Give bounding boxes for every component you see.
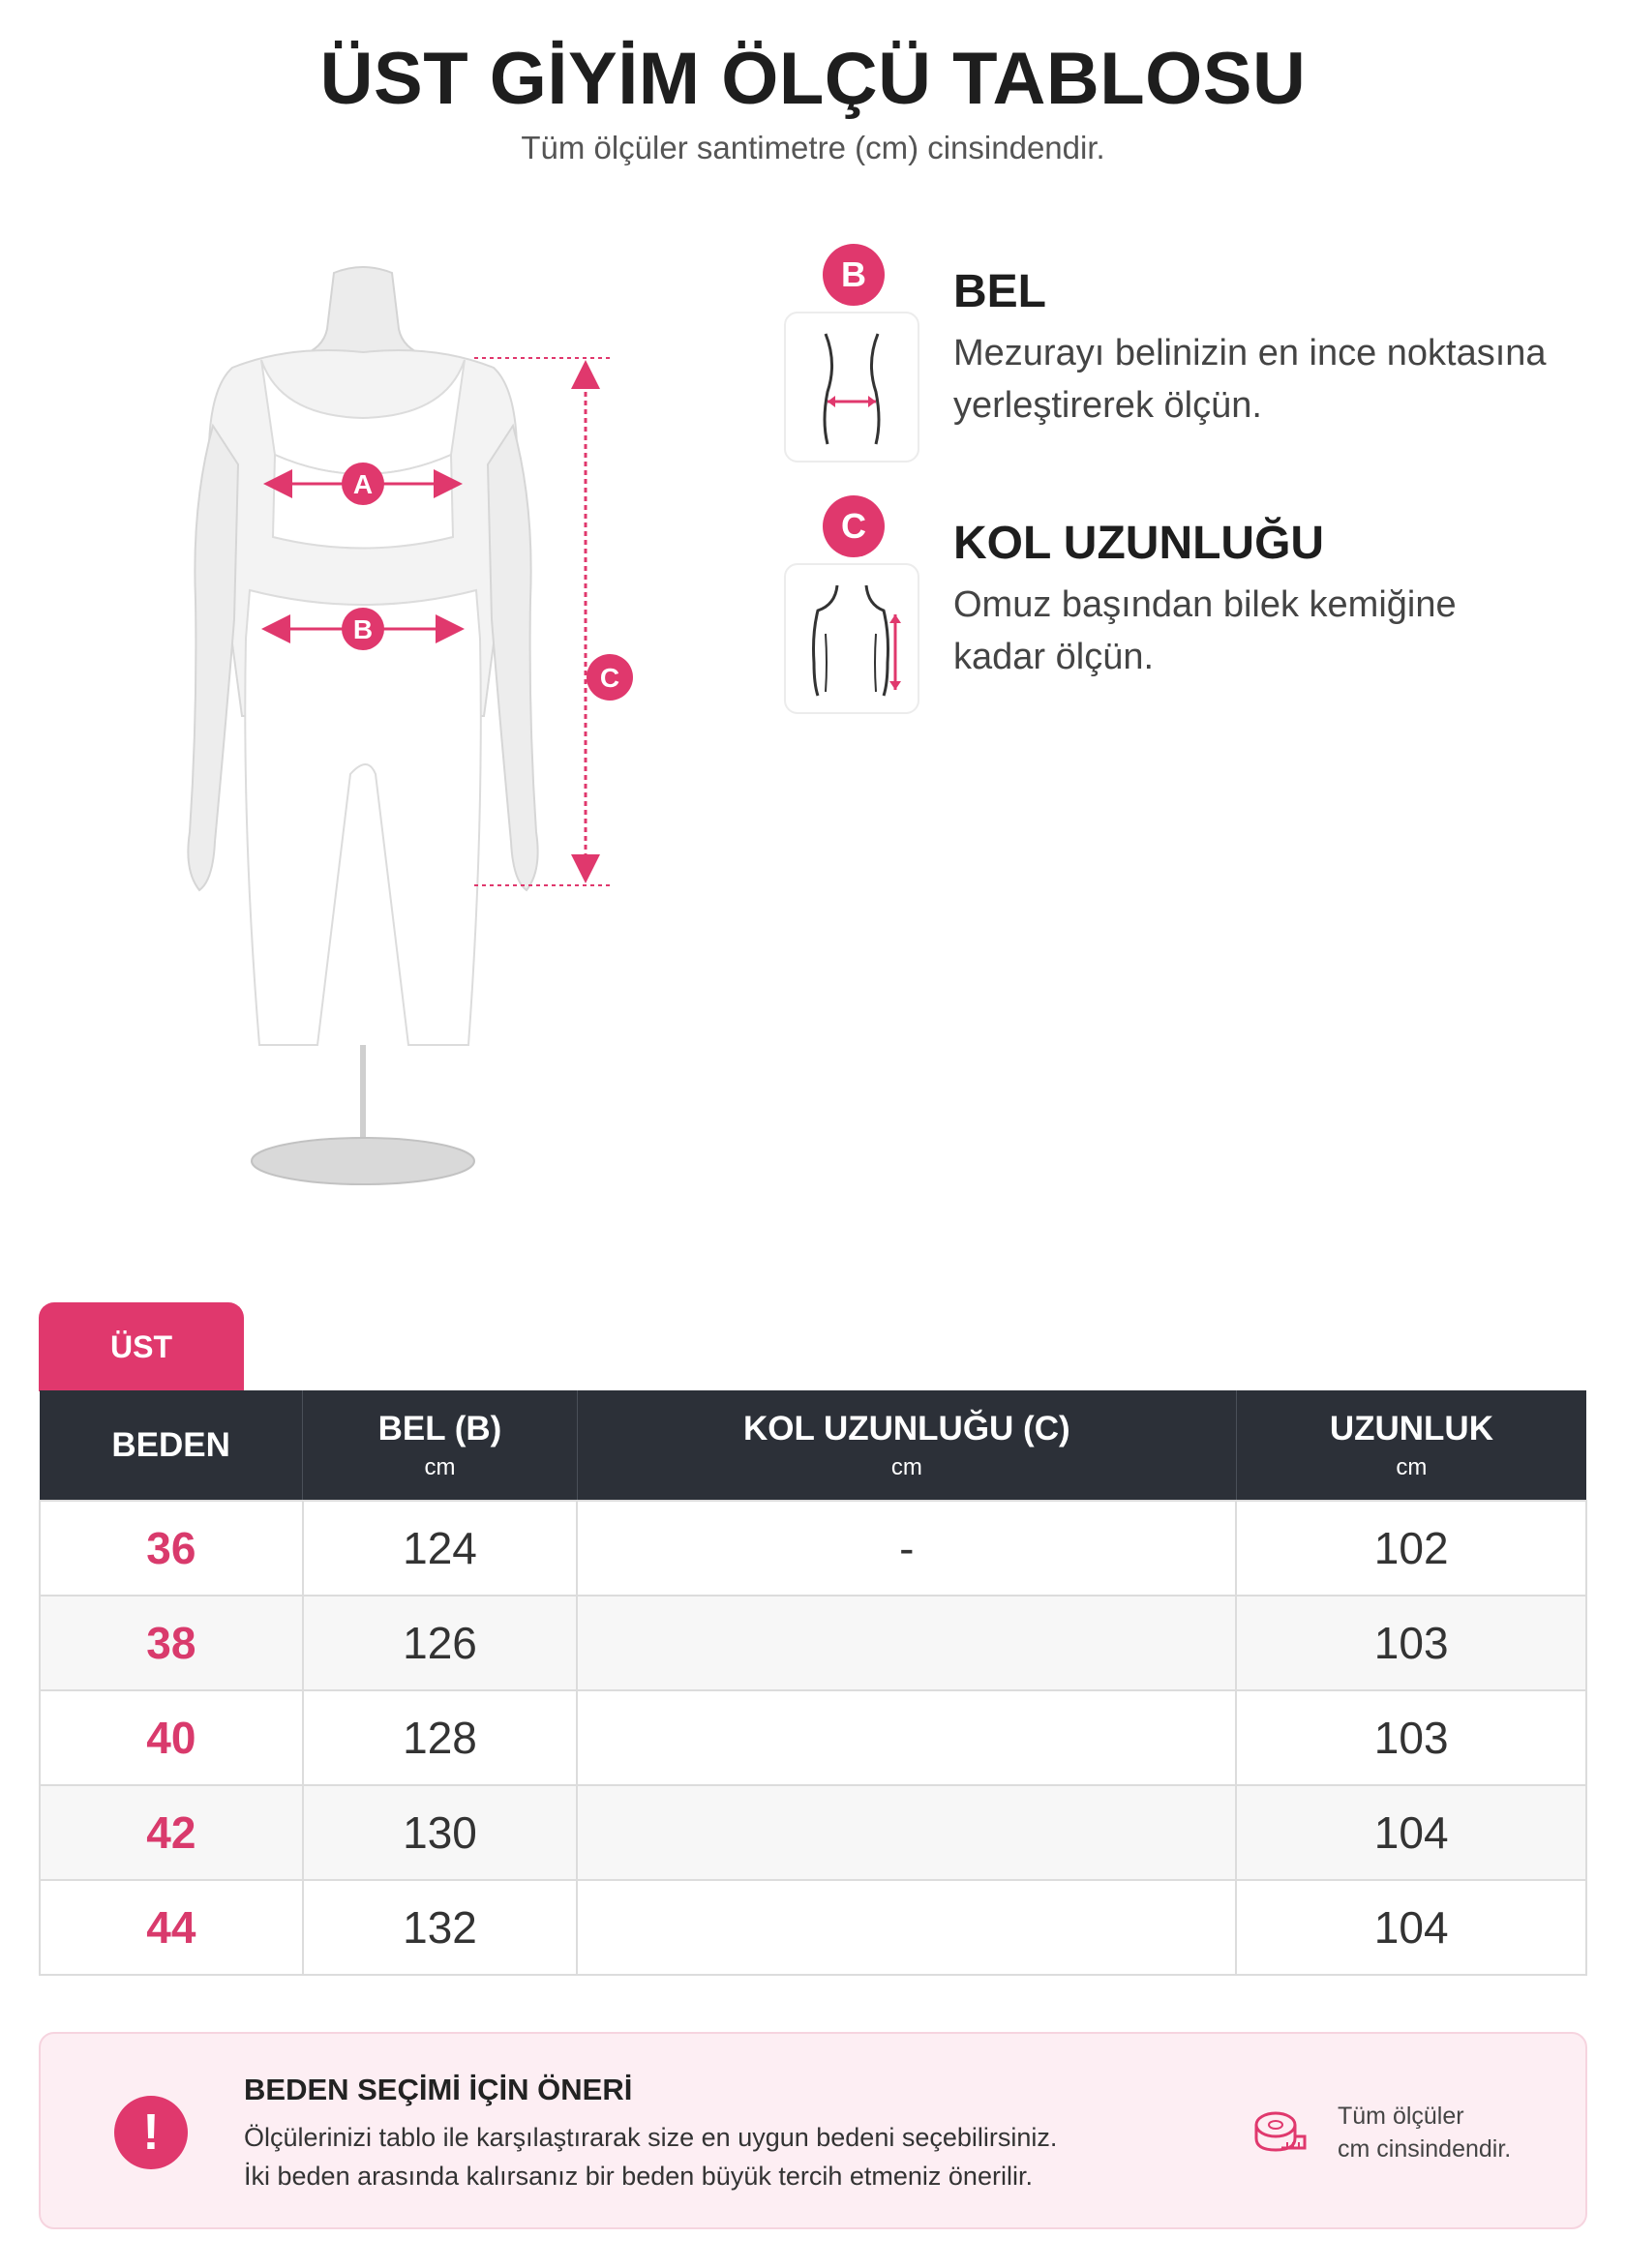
arm-length-icon (784, 563, 919, 714)
desc-line: yerleştirerek ölçün. (953, 385, 1262, 426)
marker-c: C (599, 663, 620, 693)
recommendation-title: BEDEN SEÇİMİ İÇİN ÖNERİ (244, 2073, 633, 2106)
size-cell: 40 (40, 1690, 303, 1785)
measurement-label-arm: KOL UZUNLUĞU (953, 518, 1325, 569)
measurement-label-waist: BEL (953, 266, 1046, 317)
table-row (40, 1690, 1586, 1785)
uzunluk-cell: 102 (1236, 1501, 1586, 1596)
measurement-desc-waist (953, 327, 1611, 432)
table-row (40, 1501, 1586, 1596)
exclamation-icon: ! (114, 2096, 188, 2169)
kol-cell (577, 1690, 1236, 1785)
header-kol: KOL UZUNLUĞU (C) cm (577, 1390, 1236, 1501)
measuring-tape-icon (1252, 2107, 1307, 2163)
recommendation-line: İki beden arasında kalırsanız bir beden büyük tercih etmeniz önerilir. (244, 2162, 1033, 2191)
size-table (39, 1390, 1587, 1976)
size-cell: 36 (40, 1501, 303, 1596)
badge-c: C (823, 495, 885, 557)
bel-cell: 124 (303, 1501, 578, 1596)
units-note (1338, 2100, 1511, 2165)
bel-cell: 126 (303, 1596, 578, 1690)
kol-cell (577, 1596, 1236, 1690)
marker-b: B (352, 614, 374, 644)
uzunluk-cell: 104 (1236, 1880, 1586, 1975)
bel-cell: 130 (303, 1785, 578, 1880)
bel-cell: 132 (303, 1880, 578, 1975)
recommendation-line: Ölçülerinizi tablo ile karşılaştırarak size en uygun bedeni seçebilirsiniz. (244, 2123, 1058, 2152)
page-subtitle: Tüm ölçüler santimetre (cm) cinsindendir. (521, 130, 1105, 165)
table-row (40, 1880, 1586, 1975)
size-cell: 42 (40, 1785, 303, 1880)
recommendation-box (39, 2032, 1587, 2229)
measurement-desc-arm (953, 579, 1611, 683)
units-line: cm cinsindendir. (1338, 2135, 1512, 2163)
table-row (40, 1596, 1586, 1690)
desc-line: Mezurayı belinizin en ince noktasına (953, 333, 1547, 373)
marker-a: A (352, 469, 374, 499)
waist-icon (784, 312, 919, 463)
header-bel: BEL (B) cm (303, 1390, 578, 1501)
desc-line: kadar ölçün. (953, 637, 1155, 677)
kol-cell: - (577, 1501, 1236, 1596)
mannequin-illustration (145, 252, 648, 1219)
page-title: ÜST GİYİM ÖLÇÜ TABLOSU (319, 38, 1307, 120)
uzunluk-cell: 104 (1236, 1785, 1586, 1880)
size-cell: 38 (40, 1596, 303, 1690)
uzunluk-cell: 103 (1236, 1596, 1586, 1690)
bel-cell: 128 (303, 1690, 578, 1785)
size-cell: 44 (40, 1880, 303, 1975)
kol-cell (577, 1785, 1236, 1880)
uzunluk-cell: 103 (1236, 1690, 1586, 1785)
header-beden: BEDEN (40, 1390, 303, 1501)
desc-line: Omuz başından bilek kemiğine (953, 584, 1457, 625)
table-row (40, 1785, 1586, 1880)
tab-ust[interactable]: ÜST (39, 1302, 244, 1391)
header-uzunluk: UZUNLUK cm (1236, 1390, 1586, 1501)
units-line: Tüm ölçüler (1338, 2103, 1464, 2130)
mannequin-figure (145, 252, 648, 1219)
table-header-row (40, 1390, 1586, 1501)
kol-cell (577, 1880, 1236, 1975)
badge-b: B (823, 244, 885, 306)
